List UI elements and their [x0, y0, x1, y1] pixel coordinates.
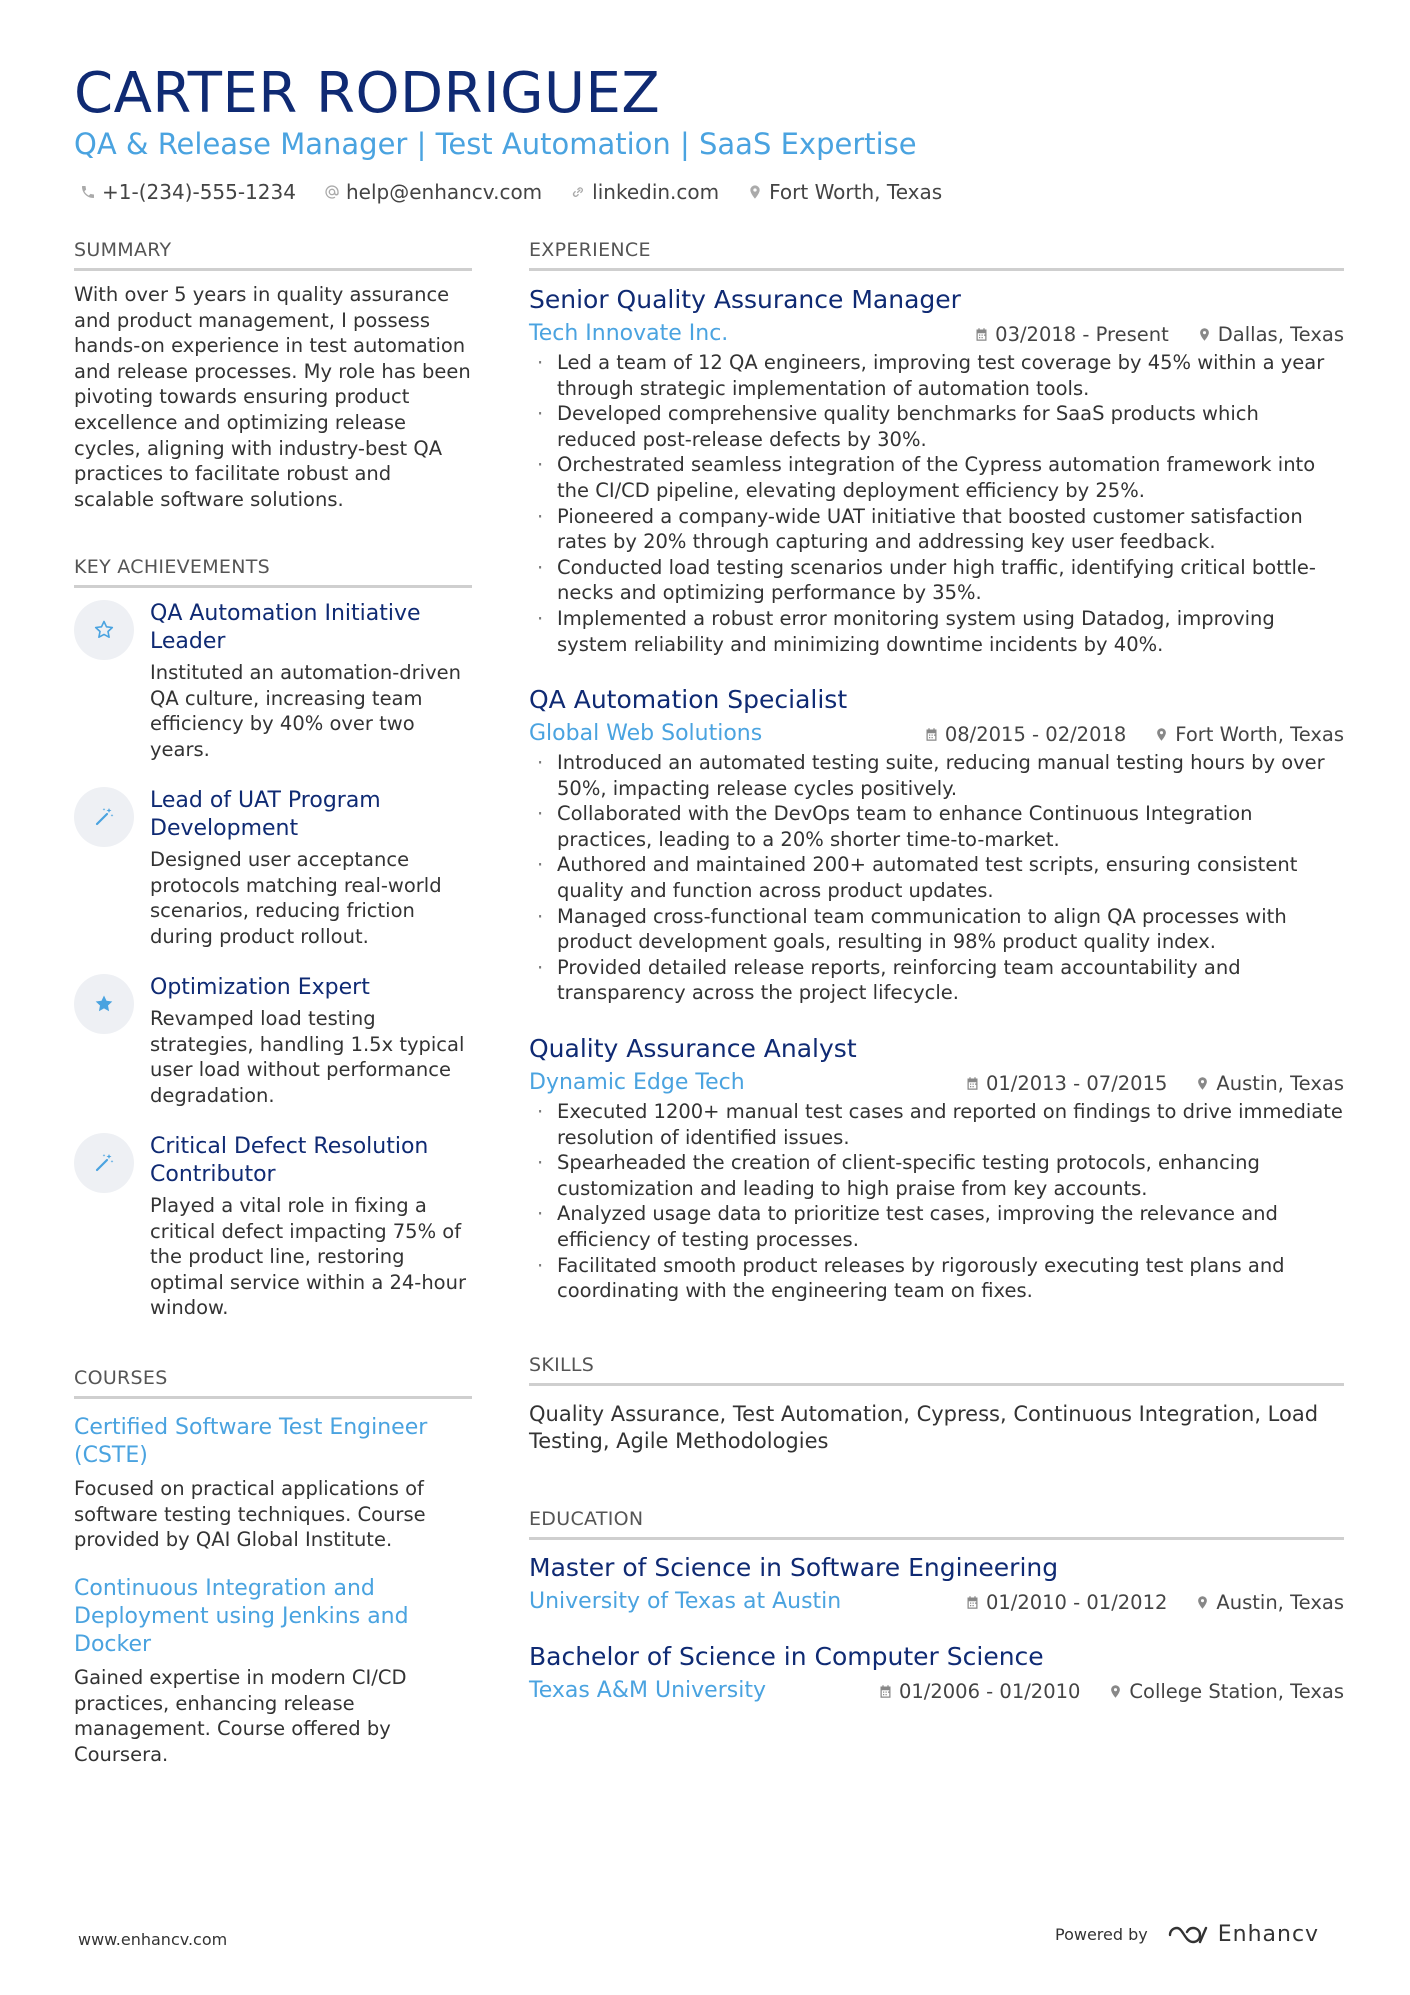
- skills-heading: SKILLS: [529, 1353, 1344, 1386]
- education-location: [1195, 1591, 1344, 1614]
- job-location-text: Fort Worth, Texas: [1175, 722, 1344, 746]
- education-dates: [878, 1680, 1080, 1703]
- course-item: [74, 1414, 472, 1553]
- enhancv-logo[interactable]: [1166, 1922, 1319, 1947]
- job-title: QA Automation Specialist: [529, 685, 848, 714]
- location-pin-icon: [1195, 1595, 1210, 1610]
- achievement-icon-wrap: [74, 1133, 134, 1193]
- linkedin-text: linkedin.com: [592, 180, 720, 204]
- job-dates-text: 01/2013 - 07/2015: [985, 1071, 1168, 1095]
- job-dates: [965, 1072, 1167, 1095]
- job-location: [1197, 323, 1344, 346]
- achievement-desc: Designed user acceptance protocols matching real-world scenarios, reducing friction during product rollout.: [150, 848, 442, 948]
- job-bullet: · Executed 1200+ manual test cases and reported on findings to drive immediate resolution of identified issues.: [529, 1099, 1344, 1150]
- achievement-desc: Instituted an automation-driven QA culture, increasing team efficiency by 40% over two years.: [150, 661, 461, 761]
- degree-title: Bachelor of Science in Computer Science: [529, 1642, 1044, 1671]
- contact-email[interactable]: [324, 178, 542, 206]
- education-meta: [529, 1677, 1344, 1705]
- course-desc: Focused on practical applications of software testing techniques. Course provided by QAI Global Institute.: [74, 1477, 426, 1552]
- calendar-icon: [878, 1684, 893, 1699]
- contact-location: [747, 178, 942, 206]
- phone-text: +1-(234)-555-1234: [102, 180, 296, 204]
- course-desc: Gained expertise in modern CI/CD practices, enhancing release management. Course offered by Coursera.: [74, 1666, 407, 1766]
- job-entry: [529, 684, 1344, 1006]
- job-meta-right: [924, 723, 1344, 746]
- job-bullet: · Provided detailed release reports, reinforcing team accountability and transparency across the project lifecycle.: [529, 955, 1344, 1006]
- course-item: [74, 1575, 472, 1767]
- job-bullet: · Developed comprehensive quality benchmarks for SaaS products which reduced post-release defects by 30%.: [529, 401, 1344, 452]
- candidate-name: CARTER RODRIGUEZ: [74, 61, 661, 126]
- footer-website[interactable]: www.enhancv.com: [78, 1930, 228, 1949]
- location-pin-icon: [1108, 1684, 1123, 1699]
- school-name: Texas A&M University: [529, 1678, 766, 1703]
- location-pin-icon: [1154, 727, 1169, 742]
- summary-heading: SUMMARY: [74, 238, 472, 271]
- achievement-item: [74, 787, 474, 949]
- location-pin-icon: [747, 184, 763, 200]
- achievements-heading: KEY ACHIEVEMENTS: [74, 555, 472, 588]
- achievement-title: QA Automation Initiative Leader: [150, 601, 421, 654]
- candidate-title: QA & Release Manager | Test Automation | SaaS Expertise: [74, 127, 917, 161]
- achievement-icon-wrap: [74, 974, 134, 1034]
- job-bullet: · Orchestrated seamless integration of the Cypress automation framework into the CI/CD pipeline, elevating deployment efficiency by 25%.: [529, 452, 1344, 503]
- education-entry: [529, 1552, 1344, 1616]
- location-pin-icon: [1195, 1076, 1210, 1091]
- job-meta: [529, 320, 1344, 348]
- job-bullet: · Conducted load testing scenarios under high traffic, identifying critical bottle-necks and optimizing performance by 35%.: [529, 555, 1344, 606]
- brand-name: Enhancv: [1217, 1922, 1320, 1947]
- magic-wand-icon: [92, 805, 116, 829]
- education-dates-text: 01/2010 - 01/2012: [985, 1590, 1168, 1614]
- location-text: Fort Worth, Texas: [769, 180, 943, 204]
- job-location-text: Austin, Texas: [1216, 1071, 1344, 1095]
- education-location: [1108, 1680, 1344, 1703]
- education-dates-text: 01/2006 - 01/2010: [898, 1679, 1081, 1703]
- star-filled-icon: [92, 992, 116, 1016]
- job-meta-right: [965, 1072, 1344, 1095]
- job-dates: [924, 723, 1126, 746]
- magic-wand-icon: [92, 1151, 116, 1175]
- achievement-item: [74, 600, 474, 762]
- job-dates: [974, 323, 1169, 346]
- contact-bar: [80, 178, 942, 206]
- job-meta: [529, 720, 1344, 748]
- job-bullets: [529, 750, 1344, 1006]
- location-pin-icon: [1197, 327, 1212, 342]
- experience-heading: EXPERIENCE: [529, 238, 1344, 271]
- education-meta-right: [878, 1680, 1344, 1703]
- job-bullet: · Authored and maintained 200+ automated test scripts, ensuring consistent quality and function across product updates.: [529, 852, 1344, 903]
- phone-icon: [80, 184, 96, 200]
- achievement-title: Optimization Expert: [150, 975, 370, 1000]
- job-bullet: · Facilitated smooth product releases by rigorously executing test plans and coordinating with the engineering team on fixes.: [529, 1253, 1344, 1304]
- skills-text: Quality Assurance, Test Automation, Cypress, Continuous Integration, Load Testing, Agile Methodologies: [529, 1402, 1319, 1453]
- course-title: Continuous Integration and Deployment using Jenkins and Docker: [74, 1576, 409, 1657]
- email-text: help@enhancv.com: [345, 180, 543, 204]
- powered-by-label: Powered by: [1055, 1925, 1148, 1944]
- achievement-desc: Revamped load testing strategies, handling 1.5x typical user load without performance degradation.: [150, 1007, 465, 1107]
- school-name: University of Texas at Austin: [529, 1589, 842, 1614]
- job-location: [1195, 1072, 1344, 1095]
- job-meta: [529, 1069, 1344, 1097]
- job-location: [1154, 723, 1344, 746]
- education-meta-right: [965, 1591, 1344, 1614]
- job-bullet: · Analyzed usage data to prioritize test cases, improving the relevance and efficiency of testing processes.: [529, 1201, 1344, 1252]
- course-title: Certified Software Test Engineer (CSTE): [74, 1415, 428, 1468]
- summary-text: With over 5 years in quality assurance and product management, I possess hands-on experience in test automation and release processes. My role has been pivoting towards ensuring product excellence and optimizing release cycles, aligning with industry-best QA practices to facilitate robust and scalable software solutions.: [74, 283, 471, 511]
- calendar-icon: [965, 1076, 980, 1091]
- job-bullet: · Managed cross-functional team communication to align QA processes with product development goals, resulting in 98% product quality index.: [529, 904, 1344, 955]
- company-name: Tech Innovate Inc.: [529, 321, 729, 346]
- degree-title: Master of Science in Software Engineering: [529, 1553, 1059, 1582]
- at-icon: [324, 184, 340, 200]
- star-outline-icon: [92, 618, 116, 642]
- job-bullet: · Introduced an automated testing suite, reducing manual testing hours by over 50%, impacting release cycles positively.: [529, 750, 1344, 801]
- enhancv-logo-icon: [1166, 1923, 1210, 1947]
- education-location-text: Austin, Texas: [1216, 1590, 1344, 1614]
- calendar-icon: [974, 327, 989, 342]
- job-entry: [529, 1033, 1344, 1304]
- achievement-title: Critical Defect Resolution Contributor: [150, 1134, 429, 1187]
- education-heading: EDUCATION: [529, 1507, 1344, 1540]
- job-bullets: [529, 1099, 1344, 1304]
- education-meta: [529, 1588, 1344, 1616]
- education-entry: [529, 1641, 1344, 1705]
- calendar-icon: [924, 727, 939, 742]
- achievement-item: [74, 974, 474, 1108]
- education-location-text: College Station, Texas: [1129, 1679, 1344, 1703]
- job-bullet: · Pioneered a company-wide UAT initiative that boosted customer satisfaction rates by 20% through capturing and addressing key user feedback.: [529, 504, 1344, 555]
- job-bullets: [529, 350, 1344, 657]
- achievement-item: [74, 1133, 474, 1321]
- job-meta-right: [974, 323, 1344, 346]
- achievement-icon-wrap: [74, 600, 134, 660]
- education-dates: [965, 1591, 1167, 1614]
- company-name: Dynamic Edge Tech: [529, 1070, 745, 1095]
- job-bullet: · Spearheaded the creation of client-specific testing protocols, enhancing customization and leading to high praise from key accounts.: [529, 1150, 1344, 1201]
- job-title: Senior Quality Assurance Manager: [529, 285, 961, 314]
- job-dates-text: 08/2015 - 02/2018: [944, 722, 1127, 746]
- achievement-icon-wrap: [74, 787, 134, 847]
- job-bullet: · Led a team of 12 QA engineers, improving test coverage by 45% within a year through strategic implementation of automation tools.: [529, 350, 1344, 401]
- link-icon: [570, 184, 586, 200]
- job-title: Quality Assurance Analyst: [529, 1034, 857, 1063]
- courses-heading: COURSES: [74, 1366, 472, 1399]
- achievement-desc: Played a vital role in fixing a critical defect impacting 75% of the product line, restoring optimal service within a 24-hour window.: [150, 1194, 466, 1320]
- job-bullet: · Implemented a robust error monitoring system using Datadog, improving system reliability and minimizing downtime incidents by 40%.: [529, 606, 1344, 657]
- job-dates-text: 03/2018 - Present: [995, 322, 1169, 346]
- contact-phone[interactable]: [80, 178, 296, 206]
- calendar-icon: [965, 1595, 980, 1610]
- job-location-text: Dallas, Texas: [1217, 322, 1344, 346]
- job-bullet: · Collaborated with the DevOps team to enhance Continuous Integration practices, leading to a 20% shorter time-to-market.: [529, 801, 1344, 852]
- company-name: Global Web Solutions: [529, 721, 763, 746]
- achievement-title: Lead of UAT Program Development: [150, 788, 381, 841]
- contact-linkedin[interactable]: [570, 178, 719, 206]
- footer-branding: [1055, 1922, 1319, 1947]
- job-entry: [529, 284, 1344, 657]
